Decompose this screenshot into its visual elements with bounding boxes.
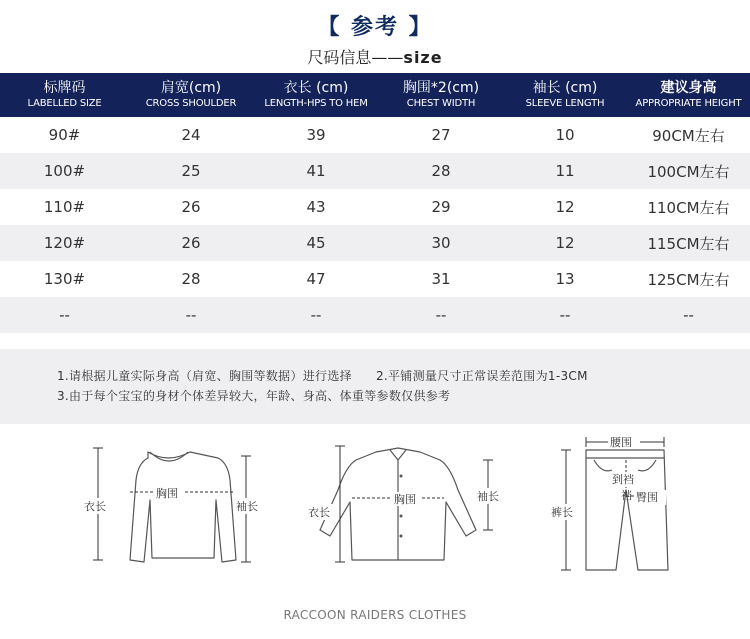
header-cross-shoulder: 肩宽(cm) CROSS SHOULDER (145, 80, 237, 109)
cell: 43 (306, 198, 326, 216)
cell: -- (683, 306, 694, 324)
table-row (0, 189, 750, 225)
subtitle-size: size (403, 48, 443, 67)
header-appropriate-height: 建议身高 APPROPRIATE HEIGHT (635, 80, 742, 109)
table-row (0, 225, 750, 261)
cell: 29 (431, 198, 451, 216)
cell: 41 (306, 162, 326, 180)
size-table (0, 73, 750, 333)
shirt-diagram (298, 430, 508, 580)
table-row (0, 153, 750, 189)
table-row (0, 297, 750, 333)
cell: 27 (431, 126, 451, 144)
cell: -- (310, 306, 322, 324)
brand-footer: RACCOON RAIDERS CLOTHES (283, 608, 467, 622)
cell: 130# (43, 270, 86, 288)
cell: 110CM左右 (647, 198, 730, 217)
pants-length-label: 裤长 (551, 506, 573, 519)
pants-waist-label: 腰围 (610, 436, 632, 449)
notes-line-1 (57, 367, 588, 384)
header-labelled-size: 标牌码 LABELLED SIZE (27, 80, 102, 109)
notes-box (0, 349, 750, 424)
notes-line-2 (57, 387, 450, 404)
cell: 90# (48, 126, 81, 144)
cell: 90CM左右 (652, 126, 725, 145)
page-subtitle (0, 45, 750, 68)
cell: -- (59, 306, 70, 324)
note-3: 3.由于每个宝宝的身材个体差异较大，年龄、身高、体重等参数仅供参考 (57, 389, 451, 403)
pants-crotch-label-1: 到裆 (612, 473, 634, 486)
pants-hip-label: 臀围 (636, 491, 658, 504)
header-chest-width: 胸围*2(cm) CHEST WIDTH (402, 80, 480, 109)
cell: 11 (555, 162, 575, 180)
table-row (0, 261, 750, 297)
cell: 28 (431, 162, 451, 180)
cell: 30 (431, 234, 451, 252)
shirt-sleeve-label: 袖长 (477, 490, 499, 503)
cell: 110# (43, 198, 86, 216)
cell: 24 (181, 126, 201, 144)
cell: -- (435, 306, 447, 324)
shirt-chest-label: 胸围 (394, 493, 416, 506)
cell: 120# (43, 234, 86, 252)
cell: 125CM左右 (647, 270, 730, 289)
cell: 28 (181, 270, 201, 288)
sweater-length-label: 衣长 (84, 500, 106, 513)
cell: 12 (555, 198, 575, 216)
cell: 100# (43, 162, 86, 180)
cell: 115CM左右 (647, 234, 730, 253)
pants-diagram (546, 430, 696, 580)
pants-outline-icon (586, 450, 668, 570)
note-2: 2.平铺测量尺寸正常误差范围为1-3CM (375, 369, 588, 383)
cell: 12 (555, 234, 575, 252)
cell: 25 (181, 162, 201, 180)
cell: -- (559, 306, 571, 324)
header-length: 衣长 (cm) LENGTH-HPS TO HEM (264, 80, 368, 109)
page-title: 【 参考 】 (317, 15, 433, 40)
sweater-sleeve-label: 袖长 (236, 500, 258, 513)
cell: 13 (555, 270, 575, 288)
cell: 45 (306, 234, 326, 252)
subtitle-prefix: 尺码信息—— (307, 48, 404, 67)
sweater-chest-label: 胸围 (156, 487, 178, 500)
cell: 39 (306, 126, 326, 144)
cell: 100CM左右 (647, 162, 730, 181)
pants-crotch-label-2: 裆 (621, 489, 632, 502)
table-row (0, 117, 750, 153)
cell: 26 (181, 198, 201, 216)
header-sleeve-length: 袖长 (cm) SLEEVE LENGTH (525, 80, 605, 109)
cell: 47 (306, 270, 326, 288)
note-1: 1.请根据儿童实际身高（肩宽、胸围等数据）进行选择 (57, 369, 352, 383)
cell: 10 (555, 126, 575, 144)
sweater-outline-icon (130, 452, 236, 562)
cell: -- (185, 306, 197, 324)
cell: 31 (431, 270, 451, 288)
table-header-row (0, 73, 750, 117)
cell: 26 (181, 234, 201, 252)
sweater-diagram (78, 430, 278, 580)
shirt-length-label: 衣长 (308, 506, 330, 519)
measurement-diagrams (0, 430, 750, 580)
